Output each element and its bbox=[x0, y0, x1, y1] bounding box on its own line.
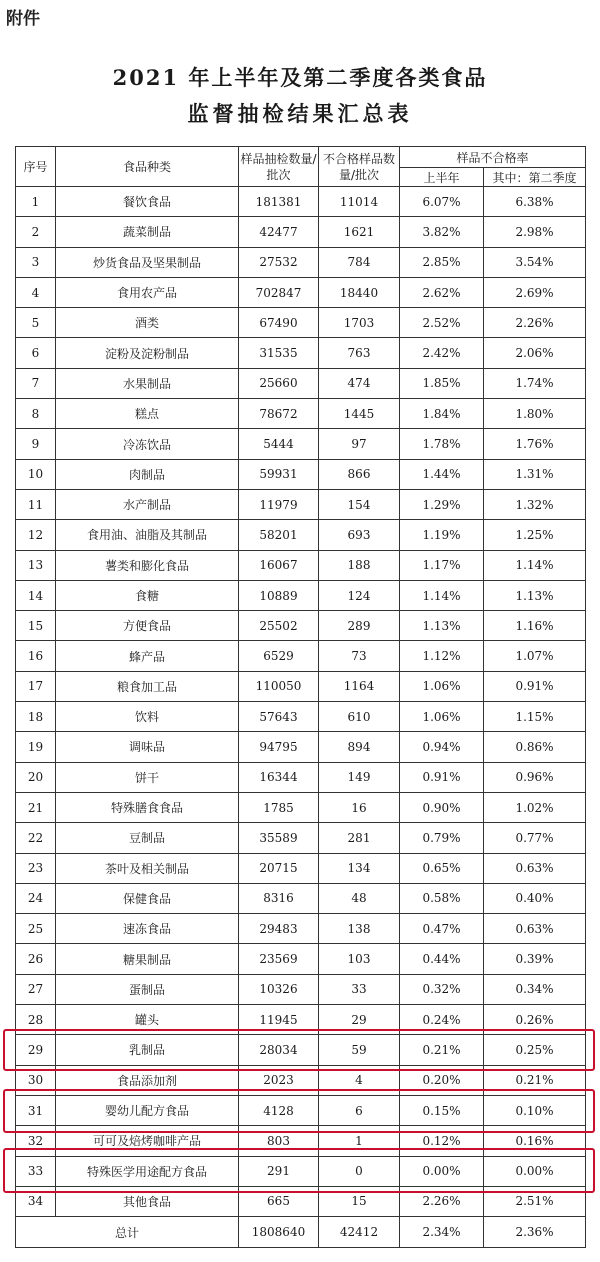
cell-failed: 11014 bbox=[319, 187, 400, 217]
header-rate-h1: 上半年 bbox=[400, 168, 484, 187]
inspection-results-table bbox=[15, 146, 586, 1248]
cell-rate-q2: 1.13% bbox=[484, 580, 586, 610]
cell-category: 乳制品 bbox=[56, 1035, 239, 1065]
cell-rate-q2: 0.40% bbox=[484, 883, 586, 913]
cell-rate-q2: 0.91% bbox=[484, 671, 586, 701]
cell-failed: 16 bbox=[319, 792, 400, 822]
cell-failed: 124 bbox=[319, 580, 400, 610]
table-row bbox=[16, 792, 586, 822]
cell-failed: 866 bbox=[319, 459, 400, 489]
cell-rate-q2: 2.51% bbox=[484, 1186, 586, 1216]
cell-seq: 34 bbox=[16, 1186, 56, 1216]
table-row bbox=[16, 823, 586, 853]
table-row bbox=[16, 883, 586, 913]
cell-rate-q2: 1.25% bbox=[484, 520, 586, 550]
cell-samples: 59931 bbox=[239, 459, 319, 489]
header-samples: 样品抽检数量/批次 bbox=[239, 147, 319, 187]
cell-rate-h1: 2.42% bbox=[400, 338, 484, 368]
cell-category: 速冻食品 bbox=[56, 914, 239, 944]
table-row bbox=[16, 853, 586, 883]
table-row bbox=[16, 914, 586, 944]
cell-rate-q2: 1.74% bbox=[484, 368, 586, 398]
cell-samples: 1785 bbox=[239, 792, 319, 822]
cell-failed: 1445 bbox=[319, 399, 400, 429]
cell-samples: 10326 bbox=[239, 974, 319, 1004]
cell-category: 可可及焙烤咖啡产品 bbox=[56, 1126, 239, 1156]
cell-seq: 29 bbox=[16, 1035, 56, 1065]
cell-rate-h1: 1.84% bbox=[400, 399, 484, 429]
cell-rate-h1: 0.47% bbox=[400, 914, 484, 944]
cell-rate-h1: 1.29% bbox=[400, 489, 484, 519]
cell-seq: 26 bbox=[16, 944, 56, 974]
table-row bbox=[16, 247, 586, 277]
header-category: 食品种类 bbox=[56, 147, 239, 187]
cell-failed: 33 bbox=[319, 974, 400, 1004]
cell-seq: 9 bbox=[16, 429, 56, 459]
cell-rate-q2: 0.26% bbox=[484, 1005, 586, 1035]
header-seq: 序号 bbox=[16, 147, 56, 187]
cell-rate-h1: 1.85% bbox=[400, 368, 484, 398]
cell-seq: 30 bbox=[16, 1065, 56, 1095]
cell-seq: 15 bbox=[16, 611, 56, 641]
cell-failed: 149 bbox=[319, 762, 400, 792]
cell-rate-h1: 0.44% bbox=[400, 944, 484, 974]
cell-rate-h1: 1.14% bbox=[400, 580, 484, 610]
cell-rate-h1: 0.00% bbox=[400, 1156, 484, 1186]
cell-rate-h1: 6.07% bbox=[400, 187, 484, 217]
cell-samples: 10889 bbox=[239, 580, 319, 610]
cell-rate-q2: 0.39% bbox=[484, 944, 586, 974]
cell-seq: 8 bbox=[16, 399, 56, 429]
cell-seq: 33 bbox=[16, 1156, 56, 1186]
cell-rate-q2: 2.06% bbox=[484, 338, 586, 368]
cell-seq: 32 bbox=[16, 1126, 56, 1156]
cell-seq: 21 bbox=[16, 792, 56, 822]
table-row bbox=[16, 399, 586, 429]
table-row bbox=[16, 702, 586, 732]
table-row bbox=[16, 217, 586, 247]
cell-category: 罐头 bbox=[56, 1005, 239, 1035]
cell-rate-h1: 1.19% bbox=[400, 520, 484, 550]
cell-samples: 5444 bbox=[239, 429, 319, 459]
table-row bbox=[16, 489, 586, 519]
cell-seq: 25 bbox=[16, 914, 56, 944]
table-row bbox=[16, 338, 586, 368]
cell-category: 淀粉及淀粉制品 bbox=[56, 338, 239, 368]
table-row bbox=[16, 1005, 586, 1035]
cell-rate-q2: 1.32% bbox=[484, 489, 586, 519]
cell-rate-q2: 1.14% bbox=[484, 550, 586, 580]
cell-samples: 31535 bbox=[239, 338, 319, 368]
cell-failed: 6 bbox=[319, 1095, 400, 1125]
cell-rate-h1: 2.52% bbox=[400, 308, 484, 338]
cell-seq: 24 bbox=[16, 883, 56, 913]
cell-category: 水产制品 bbox=[56, 489, 239, 519]
cell-seq: 16 bbox=[16, 641, 56, 671]
cell-category: 饼干 bbox=[56, 762, 239, 792]
cell-rate-h1: 0.32% bbox=[400, 974, 484, 1004]
cell-seq: 1 bbox=[16, 187, 56, 217]
cell-failed: 134 bbox=[319, 853, 400, 883]
cell-samples: 803 bbox=[239, 1126, 319, 1156]
cell-samples: 16067 bbox=[239, 550, 319, 580]
cell-samples: 94795 bbox=[239, 732, 319, 762]
cell-rate-q2: 0.16% bbox=[484, 1126, 586, 1156]
cell-failed: 784 bbox=[319, 247, 400, 277]
cell-category: 食用农产品 bbox=[56, 277, 239, 307]
cell-rate-h1: 0.90% bbox=[400, 792, 484, 822]
cell-rate-h1: 0.65% bbox=[400, 853, 484, 883]
total-rate-h1: 2.34% bbox=[400, 1217, 484, 1248]
cell-samples: 20715 bbox=[239, 853, 319, 883]
cell-failed: 97 bbox=[319, 429, 400, 459]
cell-rate-q2: 0.10% bbox=[484, 1095, 586, 1125]
document-title-line1: 2021 年上半年及第二季度各类食品 bbox=[112, 65, 488, 90]
cell-category: 薯类和膨化食品 bbox=[56, 550, 239, 580]
cell-samples: 29483 bbox=[239, 914, 319, 944]
cell-rate-h1: 1.13% bbox=[400, 611, 484, 641]
cell-seq: 3 bbox=[16, 247, 56, 277]
cell-rate-q2: 0.86% bbox=[484, 732, 586, 762]
table-row bbox=[16, 974, 586, 1004]
cell-rate-h1: 2.62% bbox=[400, 277, 484, 307]
table-row bbox=[16, 762, 586, 792]
cell-rate-q2: 0.25% bbox=[484, 1035, 586, 1065]
header-rate-q2: 其中：第二季度 bbox=[484, 168, 586, 187]
table-row bbox=[16, 1035, 586, 1065]
cell-rate-h1: 0.24% bbox=[400, 1005, 484, 1035]
cell-category: 餐饮食品 bbox=[56, 187, 239, 217]
cell-samples: 27532 bbox=[239, 247, 319, 277]
cell-category: 方便食品 bbox=[56, 611, 239, 641]
cell-rate-h1: 1.06% bbox=[400, 702, 484, 732]
cell-rate-h1: 0.91% bbox=[400, 762, 484, 792]
cell-category: 豆制品 bbox=[56, 823, 239, 853]
table-row bbox=[16, 308, 586, 338]
cell-rate-h1: 0.21% bbox=[400, 1035, 484, 1065]
cell-seq: 10 bbox=[16, 459, 56, 489]
cell-samples: 35589 bbox=[239, 823, 319, 853]
cell-rate-h1: 0.94% bbox=[400, 732, 484, 762]
cell-category: 饮料 bbox=[56, 702, 239, 732]
cell-rate-q2: 0.63% bbox=[484, 914, 586, 944]
cell-category: 糖果制品 bbox=[56, 944, 239, 974]
cell-seq: 28 bbox=[16, 1005, 56, 1035]
total-samples: 1808640 bbox=[239, 1217, 319, 1248]
cell-category: 水果制品 bbox=[56, 368, 239, 398]
cell-category: 食品添加剂 bbox=[56, 1065, 239, 1095]
table-row bbox=[16, 580, 586, 610]
cell-failed: 1621 bbox=[319, 217, 400, 247]
cell-failed: 894 bbox=[319, 732, 400, 762]
table-row bbox=[16, 550, 586, 580]
cell-failed: 474 bbox=[319, 368, 400, 398]
cell-seq: 20 bbox=[16, 762, 56, 792]
cell-rate-h1: 1.17% bbox=[400, 550, 484, 580]
cell-seq: 11 bbox=[16, 489, 56, 519]
cell-failed: 610 bbox=[319, 702, 400, 732]
attachment-label: 附件 bbox=[6, 9, 40, 29]
total-label: 总计 bbox=[16, 1217, 239, 1248]
cell-samples: 8316 bbox=[239, 883, 319, 913]
cell-samples: 291 bbox=[239, 1156, 319, 1186]
cell-rate-q2: 1.15% bbox=[484, 702, 586, 732]
cell-rate-q2: 1.80% bbox=[484, 399, 586, 429]
cell-failed: 1 bbox=[319, 1126, 400, 1156]
cell-category: 婴幼儿配方食品 bbox=[56, 1095, 239, 1125]
cell-category: 肉制品 bbox=[56, 459, 239, 489]
cell-rate-q2: 3.54% bbox=[484, 247, 586, 277]
cell-seq: 27 bbox=[16, 974, 56, 1004]
cell-failed: 281 bbox=[319, 823, 400, 853]
cell-category: 蔬菜制品 bbox=[56, 217, 239, 247]
table-row bbox=[16, 1095, 586, 1125]
cell-failed: 48 bbox=[319, 883, 400, 913]
cell-samples: 110050 bbox=[239, 671, 319, 701]
cell-category: 其他食品 bbox=[56, 1186, 239, 1216]
header-rate-group: 样品不合格率 bbox=[400, 147, 586, 168]
cell-category: 保健食品 bbox=[56, 883, 239, 913]
cell-seq: 13 bbox=[16, 550, 56, 580]
cell-failed: 154 bbox=[319, 489, 400, 519]
cell-rate-h1: 0.12% bbox=[400, 1126, 484, 1156]
table-row bbox=[16, 368, 586, 398]
cell-samples: 6529 bbox=[239, 641, 319, 671]
cell-samples: 23569 bbox=[239, 944, 319, 974]
cell-rate-q2: 1.02% bbox=[484, 792, 586, 822]
cell-failed: 4 bbox=[319, 1065, 400, 1095]
cell-failed: 138 bbox=[319, 914, 400, 944]
cell-seq: 2 bbox=[16, 217, 56, 247]
cell-samples: 181381 bbox=[239, 187, 319, 217]
cell-category: 糕点 bbox=[56, 399, 239, 429]
cell-rate-h1: 0.15% bbox=[400, 1095, 484, 1125]
cell-rate-q2: 1.76% bbox=[484, 429, 586, 459]
cell-samples: 11945 bbox=[239, 1005, 319, 1035]
cell-samples: 25502 bbox=[239, 611, 319, 641]
cell-samples: 4128 bbox=[239, 1095, 319, 1125]
cell-samples: 42477 bbox=[239, 217, 319, 247]
cell-samples: 57643 bbox=[239, 702, 319, 732]
cell-samples: 2023 bbox=[239, 1065, 319, 1095]
cell-failed: 15 bbox=[319, 1186, 400, 1216]
cell-category: 特殊医学用途配方食品 bbox=[56, 1156, 239, 1186]
cell-failed: 59 bbox=[319, 1035, 400, 1065]
cell-seq: 23 bbox=[16, 853, 56, 883]
cell-failed: 289 bbox=[319, 611, 400, 641]
cell-seq: 19 bbox=[16, 732, 56, 762]
cell-rate-h1: 2.26% bbox=[400, 1186, 484, 1216]
total-row bbox=[16, 1217, 586, 1248]
cell-rate-h1: 1.12% bbox=[400, 641, 484, 671]
table-row bbox=[16, 944, 586, 974]
cell-rate-h1: 0.79% bbox=[400, 823, 484, 853]
cell-seq: 7 bbox=[16, 368, 56, 398]
cell-seq: 12 bbox=[16, 520, 56, 550]
total-failed: 42412 bbox=[319, 1217, 400, 1248]
cell-failed: 18440 bbox=[319, 277, 400, 307]
table-row bbox=[16, 1156, 586, 1186]
cell-samples: 16344 bbox=[239, 762, 319, 792]
cell-seq: 17 bbox=[16, 671, 56, 701]
cell-rate-h1: 1.06% bbox=[400, 671, 484, 701]
cell-failed: 763 bbox=[319, 338, 400, 368]
cell-rate-q2: 2.26% bbox=[484, 308, 586, 338]
cell-seq: 6 bbox=[16, 338, 56, 368]
table-row bbox=[16, 671, 586, 701]
cell-rate-q2: 6.38% bbox=[484, 187, 586, 217]
cell-samples: 58201 bbox=[239, 520, 319, 550]
cell-rate-h1: 1.44% bbox=[400, 459, 484, 489]
cell-rate-q2: 0.77% bbox=[484, 823, 586, 853]
cell-category: 粮食加工品 bbox=[56, 671, 239, 701]
cell-samples: 11979 bbox=[239, 489, 319, 519]
cell-rate-q2: 0.63% bbox=[484, 853, 586, 883]
header-failed: 不合格样品数量/批次 bbox=[319, 147, 400, 187]
table-row bbox=[16, 520, 586, 550]
table-row bbox=[16, 187, 586, 217]
cell-rate-h1: 1.78% bbox=[400, 429, 484, 459]
cell-failed: 1164 bbox=[319, 671, 400, 701]
total-rate-q2: 2.36% bbox=[484, 1217, 586, 1248]
cell-rate-h1: 2.85% bbox=[400, 247, 484, 277]
cell-seq: 31 bbox=[16, 1095, 56, 1125]
cell-rate-q2: 2.98% bbox=[484, 217, 586, 247]
cell-failed: 188 bbox=[319, 550, 400, 580]
table-row bbox=[16, 1065, 586, 1095]
cell-seq: 5 bbox=[16, 308, 56, 338]
cell-category: 茶叶及相关制品 bbox=[56, 853, 239, 883]
document-title-line2: 监督抽检结果汇总表 bbox=[187, 101, 413, 126]
cell-category: 炒货食品及坚果制品 bbox=[56, 247, 239, 277]
cell-seq: 18 bbox=[16, 702, 56, 732]
cell-samples: 28034 bbox=[239, 1035, 319, 1065]
table-row bbox=[16, 611, 586, 641]
cell-rate-h1: 0.58% bbox=[400, 883, 484, 913]
cell-rate-h1: 0.20% bbox=[400, 1065, 484, 1095]
cell-category: 酒类 bbox=[56, 308, 239, 338]
cell-seq: 14 bbox=[16, 580, 56, 610]
cell-failed: 73 bbox=[319, 641, 400, 671]
cell-samples: 67490 bbox=[239, 308, 319, 338]
cell-rate-q2: 1.07% bbox=[484, 641, 586, 671]
cell-failed: 29 bbox=[319, 1005, 400, 1035]
cell-rate-q2: 0.96% bbox=[484, 762, 586, 792]
table-row bbox=[16, 732, 586, 762]
cell-samples: 702847 bbox=[239, 277, 319, 307]
table-row bbox=[16, 277, 586, 307]
cell-category: 特殊膳食食品 bbox=[56, 792, 239, 822]
cell-failed: 693 bbox=[319, 520, 400, 550]
cell-failed: 1703 bbox=[319, 308, 400, 338]
table-body bbox=[16, 187, 586, 1248]
cell-rate-q2: 0.00% bbox=[484, 1156, 586, 1186]
cell-category: 食糖 bbox=[56, 580, 239, 610]
cell-seq: 22 bbox=[16, 823, 56, 853]
cell-category: 冷冻饮品 bbox=[56, 429, 239, 459]
table-row bbox=[16, 429, 586, 459]
cell-category: 食用油、油脂及其制品 bbox=[56, 520, 239, 550]
table-row bbox=[16, 641, 586, 671]
cell-rate-h1: 3.82% bbox=[400, 217, 484, 247]
cell-rate-q2: 0.21% bbox=[484, 1065, 586, 1095]
table-row bbox=[16, 1186, 586, 1216]
cell-failed: 103 bbox=[319, 944, 400, 974]
table-row bbox=[16, 459, 586, 489]
cell-seq: 4 bbox=[16, 277, 56, 307]
cell-rate-q2: 1.16% bbox=[484, 611, 586, 641]
cell-samples: 665 bbox=[239, 1186, 319, 1216]
cell-category: 蜂产品 bbox=[56, 641, 239, 671]
cell-rate-q2: 1.31% bbox=[484, 459, 586, 489]
cell-samples: 78672 bbox=[239, 399, 319, 429]
cell-rate-q2: 0.34% bbox=[484, 974, 586, 1004]
cell-rate-q2: 2.69% bbox=[484, 277, 586, 307]
table-row bbox=[16, 1126, 586, 1156]
cell-category: 蛋制品 bbox=[56, 974, 239, 1004]
cell-samples: 25660 bbox=[239, 368, 319, 398]
cell-category: 调味品 bbox=[56, 732, 239, 762]
cell-failed: 0 bbox=[319, 1156, 400, 1186]
